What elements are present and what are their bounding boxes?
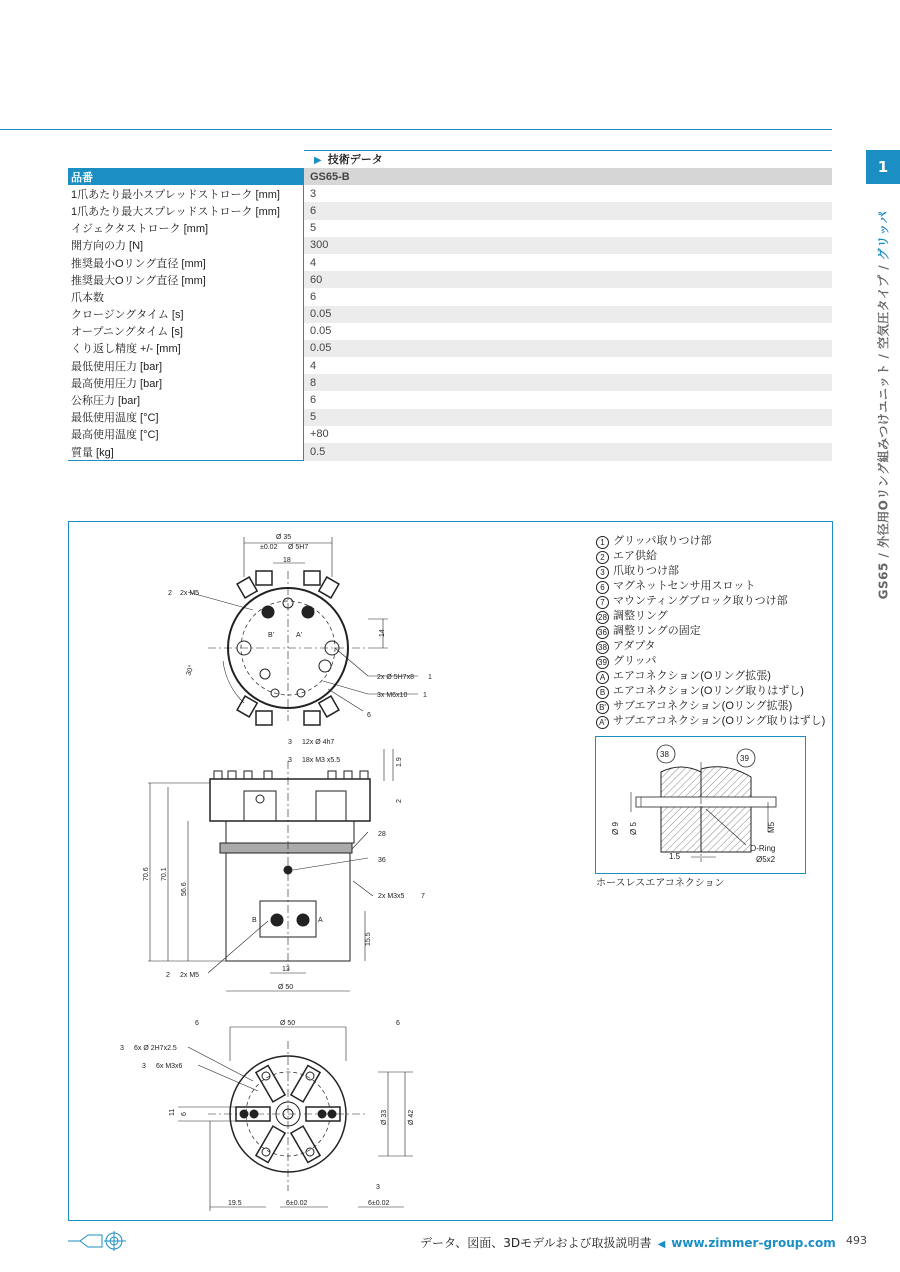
- inset-oring-label: O-Ring: [750, 844, 776, 853]
- dim-70-6: 70.6: [143, 867, 150, 881]
- legend-item: [596, 534, 825, 549]
- callout-1a: 1: [428, 674, 432, 681]
- legend-text: エア供給: [613, 550, 657, 562]
- legend-number-badge: 6: [596, 581, 609, 594]
- label-a: A: [318, 917, 323, 924]
- spec-value: 5: [310, 222, 317, 235]
- legend-item: [596, 564, 825, 579]
- spec-label: 公称圧力 [bar]: [68, 391, 304, 408]
- label-air-side: 2x M5: [180, 972, 200, 979]
- legend-text: サブエアコネクション(Oリング拡張): [613, 700, 793, 712]
- legend-text: 調整リング: [613, 610, 668, 622]
- dim-angle: 30°: [185, 664, 196, 677]
- callout-36: 36: [378, 857, 386, 864]
- callout-3d: 3: [142, 1063, 146, 1070]
- label-screw: 3x M6x10: [377, 692, 408, 699]
- footer-text: データ、図面、3Dモデルおよび取扱説明書 ◀ www.zimmer-group.com: [420, 1236, 836, 1250]
- hoseless-connection-detail: [595, 736, 806, 874]
- dim-56-6: 56.6: [181, 882, 188, 896]
- dim-6-tol-a: 6±0.02: [286, 1200, 308, 1207]
- spec-row: [68, 185, 832, 202]
- footer-url-link[interactable]: www.zimmer-group.com: [671, 1236, 836, 1250]
- model-value: GS65-B: [304, 168, 833, 185]
- callout-6: 6: [367, 712, 371, 719]
- spec-value: 6: [310, 290, 317, 303]
- inset-oring-size: Ø5x2: [756, 855, 776, 864]
- legend-number-badge: A': [596, 716, 609, 729]
- legend-item: [596, 699, 825, 714]
- callout-7: 7: [421, 893, 425, 900]
- legend-number-badge: B: [596, 686, 609, 699]
- header-rule: [0, 129, 832, 130]
- label-mount: 2x M3x5: [378, 893, 405, 900]
- spec-label: 最高使用温度 [°C]: [68, 426, 304, 443]
- spec-value: 300: [304, 237, 833, 254]
- spec-value: 60: [304, 271, 833, 288]
- side-view: [148, 749, 393, 991]
- spec-label: クロージングタイム [s]: [68, 306, 304, 323]
- dim-d35: Ø 35: [276, 534, 292, 541]
- spec-row: [68, 271, 832, 288]
- legend-item: [596, 609, 825, 624]
- spec-row: [68, 220, 832, 237]
- dim-6-tol-b: 6±0.02: [368, 1200, 390, 1207]
- legend-text: グリッパ: [613, 655, 657, 667]
- inset-dim-d5: Ø 5: [629, 822, 638, 835]
- spec-label: くり返し精度 +/- [mm]: [68, 340, 304, 357]
- label-pin-2h7: 6x Ø 2H7x2.5: [134, 1045, 177, 1052]
- dim-2: 2: [396, 799, 403, 803]
- inset-dim-1-5: 1.5: [669, 852, 681, 861]
- label-b-prime: B': [268, 632, 275, 639]
- spec-label: オープニングタイム [s]: [68, 323, 304, 340]
- spec-value: 5: [304, 409, 833, 426]
- side-category-3: グリッパ: [876, 210, 891, 261]
- legend-number-badge: B': [596, 701, 609, 714]
- play-arrow-icon: ▶: [314, 155, 322, 166]
- legend-text: エアコネクション(Oリング拡張): [613, 670, 771, 682]
- legend-number-badge: A: [596, 671, 609, 684]
- legend-text: エアコネクション(Oリング取りはずし): [613, 685, 804, 697]
- spec-label: 爪本数: [68, 288, 304, 305]
- side-product: GS65: [876, 562, 891, 600]
- legend-text: マグネットセンサ用スロット: [613, 580, 756, 592]
- label-air-m5: 2x M5: [180, 590, 200, 597]
- legend-item: [596, 639, 825, 654]
- spec-value: 6: [310, 394, 317, 407]
- inset-dim-d9: Ø 9: [611, 822, 620, 835]
- inset-callout-38: 38: [660, 750, 669, 759]
- spec-label: 開方向の力 [N]: [68, 237, 304, 254]
- side-category-2: 空気圧タイプ: [876, 274, 891, 349]
- spec-row: [68, 391, 832, 408]
- spec-value: 0.05: [304, 340, 833, 357]
- spec-value: 0.05: [304, 306, 833, 323]
- spec-table: [68, 168, 832, 461]
- spec-row: [68, 202, 832, 219]
- spec-value: +80: [310, 428, 329, 441]
- spec-value: 4: [310, 359, 317, 372]
- callout-3b: 3: [288, 757, 292, 764]
- spec-row: [68, 357, 832, 374]
- dim-d42: Ø 42: [408, 1109, 415, 1125]
- dim-6-h: 6: [181, 1112, 188, 1116]
- dim-d50-side: Ø 50: [278, 984, 294, 991]
- spec-label: 質量 [kg]: [68, 443, 304, 461]
- spec-value: 4: [310, 256, 317, 269]
- legend-item: [596, 579, 825, 594]
- tech-data-header: ▶ 技術データ: [304, 150, 832, 167]
- legend-text: 爪取りつけ部: [613, 565, 679, 577]
- dim-tol: ±0.02: [260, 544, 278, 551]
- legend-item: [596, 624, 825, 639]
- dim-d50-bottom: Ø 50: [280, 1020, 296, 1027]
- label-b: B: [252, 917, 257, 924]
- spec-header-row: [68, 168, 832, 185]
- spec-row: [68, 409, 832, 426]
- technical-drawing: [68, 521, 588, 1219]
- legend-text: サブエアコネクション(Oリング取りはずし): [613, 715, 826, 727]
- spec-label: イジェクタストローク [mm]: [68, 220, 304, 237]
- label-a-prime: A': [296, 632, 303, 639]
- spec-row: [68, 426, 832, 443]
- legend-text: グリッパ取りつけ部: [613, 535, 712, 547]
- dim-w18: 18: [283, 557, 291, 564]
- spec-row: [68, 237, 832, 254]
- legend-item: [596, 594, 825, 609]
- dim-15-5: 15.5: [365, 932, 372, 946]
- legend-number-badge: 3: [596, 566, 609, 579]
- zimmer-symbol-icon: [66, 1228, 130, 1254]
- legend-item: [596, 654, 825, 669]
- legend-number-badge: 39: [596, 656, 609, 669]
- dim-6-left: 6: [195, 1020, 199, 1027]
- legend-text: マウンティングブロック取りつけ部: [613, 595, 788, 607]
- dim-1-9: 1.9: [396, 757, 403, 767]
- legend-item: [596, 714, 825, 729]
- label-pin: 2x Ø 5H7x8: [377, 674, 414, 681]
- spec-value: 8: [304, 374, 833, 391]
- triangle-left-icon: ◀: [657, 1239, 666, 1250]
- side-breadcrumb: GS65 / 外径用Oリング組みつけユニット / 空気圧タイプ / グリッパ: [876, 210, 891, 600]
- legend-item: [596, 549, 825, 564]
- inset-dim-m5: M5: [767, 821, 776, 833]
- spec-label: 最低使用温度 [°C]: [68, 409, 304, 426]
- spec-row: [68, 443, 832, 461]
- callout-3a: 3: [288, 739, 292, 746]
- chapter-tab[interactable]: 1: [866, 150, 900, 184]
- legend-number-badge: 38: [596, 641, 609, 654]
- legend-item: [596, 684, 825, 699]
- legend-text: 調整リングの固定: [613, 625, 701, 637]
- label-pin-4h7: 12x Ø 4h7: [302, 739, 335, 746]
- dim-19-5: 19.5: [228, 1200, 242, 1207]
- label-thread: 18x M3 x5.5: [302, 757, 341, 764]
- legend-number-badge: 1: [596, 536, 609, 549]
- legend-list: [596, 534, 825, 729]
- spec-row: [68, 254, 832, 271]
- dim-d5h7: Ø 5H7: [288, 544, 309, 551]
- spec-row: [68, 306, 832, 323]
- callout-3c: 3: [120, 1045, 124, 1052]
- side-category-1: 外径用Oリング組みつけユニット: [876, 363, 891, 548]
- dim-d33: Ø 33: [381, 1109, 388, 1125]
- model-label: 品番: [68, 168, 304, 185]
- callout-2: 2: [168, 590, 172, 597]
- spec-row: [68, 288, 832, 305]
- dim-13: 13: [282, 966, 290, 973]
- spec-row: [68, 323, 832, 340]
- legend-text: アダプタ: [613, 640, 656, 652]
- legend-number-badge: 7: [596, 596, 609, 609]
- dim-6-right: 6: [396, 1020, 400, 1027]
- spec-label: 推奨最小Oリング直径 [mm]: [68, 254, 304, 271]
- dim-70-1: 70.1: [161, 867, 168, 881]
- inset-caption: ホースレスエアコネクション: [596, 878, 725, 889]
- spec-label: 1爪あたり最小スプレッドストローク [mm]: [68, 185, 304, 202]
- spec-label: 1爪あたり最大スプレッドストローク [mm]: [68, 202, 304, 219]
- spec-row: [68, 340, 832, 357]
- callout-28: 28: [378, 831, 386, 838]
- legend-number-badge: 2: [596, 551, 609, 564]
- spec-value: 0.05: [310, 325, 332, 338]
- dim-3: 3: [376, 1184, 380, 1191]
- spec-value: 0.5: [304, 443, 833, 461]
- spec-row: [68, 374, 832, 391]
- spec-label: 最低使用圧力 [bar]: [68, 357, 304, 374]
- legend-item: [596, 669, 825, 684]
- inset-callout-39: 39: [740, 754, 749, 763]
- dim-11: 11: [169, 1108, 176, 1116]
- page-number: 493: [846, 1234, 867, 1247]
- dim-h14: 14: [379, 629, 386, 637]
- callout-2-side: 2: [166, 972, 170, 979]
- spec-value: 6: [304, 202, 833, 219]
- spec-label: 最高使用圧力 [bar]: [68, 374, 304, 391]
- callout-1b: 1: [423, 692, 427, 699]
- legend-number-badge: 36: [596, 626, 609, 639]
- spec-value: 3: [310, 187, 317, 200]
- label-screw-m3: 6x M3x6: [156, 1063, 183, 1070]
- spec-label: 推奨最大Oリング直径 [mm]: [68, 271, 304, 288]
- legend-number-badge: 28: [596, 611, 609, 624]
